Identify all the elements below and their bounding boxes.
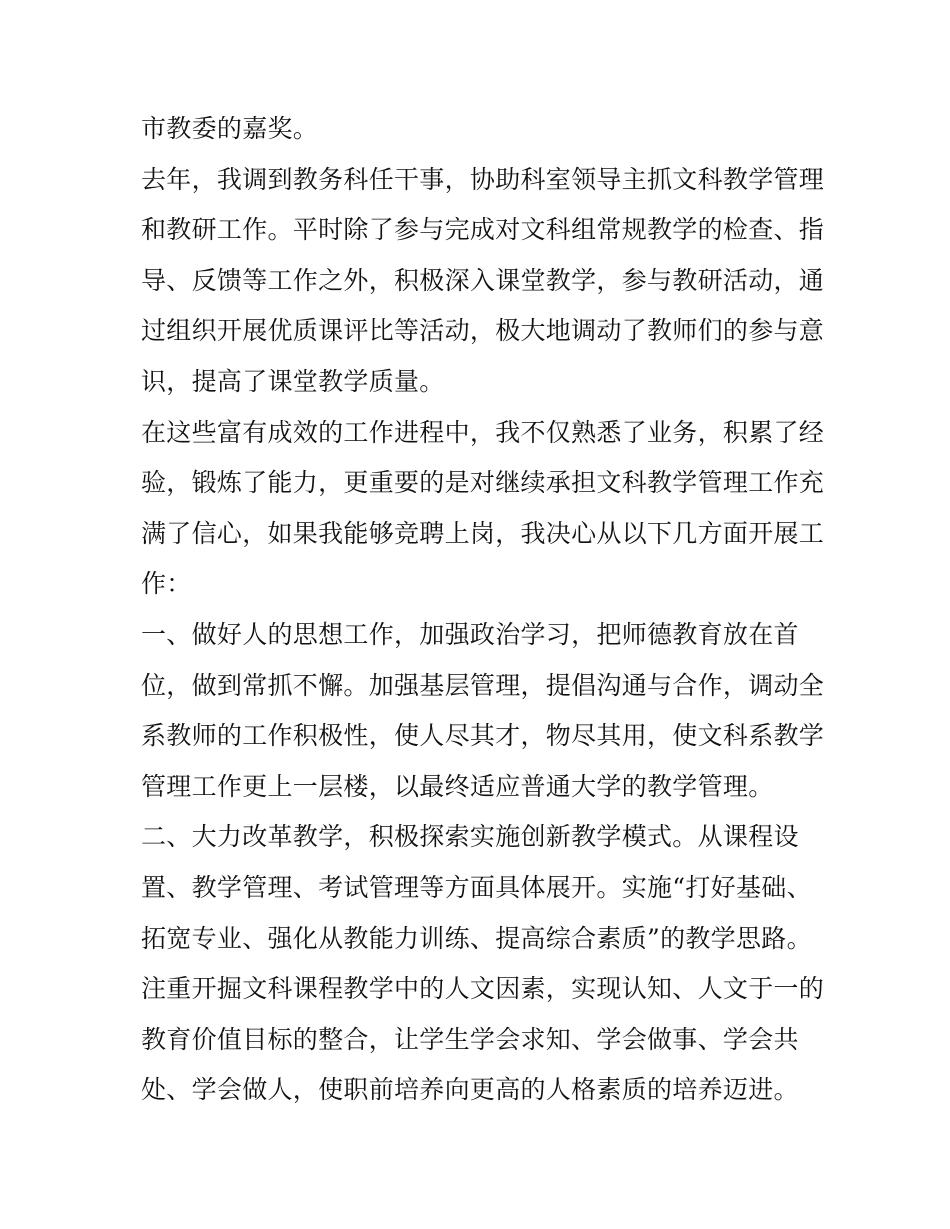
text-line-6: 识，提高了课堂教学质量。 — [141, 366, 445, 396]
text-line-12: 位，做到常抓不懈。加强基层管理，提倡沟通与合作，调动全 — [141, 670, 825, 700]
text-line-13: 系教师的工作积极性，使人尽其才，物尽其用，使文科系教学 — [141, 721, 825, 751]
text-line-15: 二、大力改革教学，积极探索实施创新教学模式。从课程设 — [141, 822, 799, 852]
document-body — [141, 104, 825, 1116]
text-line-10: 作： — [141, 569, 192, 599]
text-line-16: 置、教学管理、考试管理等方面具体展开。实施“打好基础、 — [141, 872, 812, 902]
text-line-11: 一、做好人的思想工作，加强政治学习，把师德教育放在首 — [141, 619, 799, 649]
text-line-2: 去年，我调到教务科任干事，协助科室领导主抓文科教学管理 — [141, 164, 825, 194]
text-line-17: 拓宽专业、强化从教能力训练、提高综合素质”的教学思路。 — [141, 923, 812, 953]
text-line-1: 市教委的嘉奖。 — [141, 114, 319, 143]
text-line-3: 和教研工作。平时除了参与完成对文科组常规教学的检查、指 — [141, 215, 825, 245]
text-line-7: 在这些富有成效的工作进程中，我不仅熟悉了业务，积累了经 — [141, 417, 825, 447]
text-line-18: 注重开掘文科课程教学中的人文因素，实现认知、人文于一的 — [141, 974, 825, 1004]
text-line-14: 管理工作更上一层楼，以最终适应普通大学的教学管理。 — [141, 771, 774, 801]
text-line-19: 教育价值目标的整合，让学生学会求知、学会做事、学会共 — [141, 1024, 799, 1054]
text-line-8: 验，锻炼了能力，更重要的是对继续承担文科教学管理工作充 — [141, 468, 825, 498]
text-line-5: 过组织开展优质课评比等活动，极大地调动了教师们的参与意 — [141, 316, 825, 346]
text-line-9: 满了信心，如果我能够竞聘上岗，我决心从以下几方面开展工 — [141, 518, 825, 548]
text-line-20: 处、学会做人，使职前培养向更高的人格素质的培养迈进。 — [141, 1075, 799, 1105]
text-line-4: 导、反馈等工作之外，积极深入课堂教学，参与教研活动，通 — [141, 265, 825, 295]
